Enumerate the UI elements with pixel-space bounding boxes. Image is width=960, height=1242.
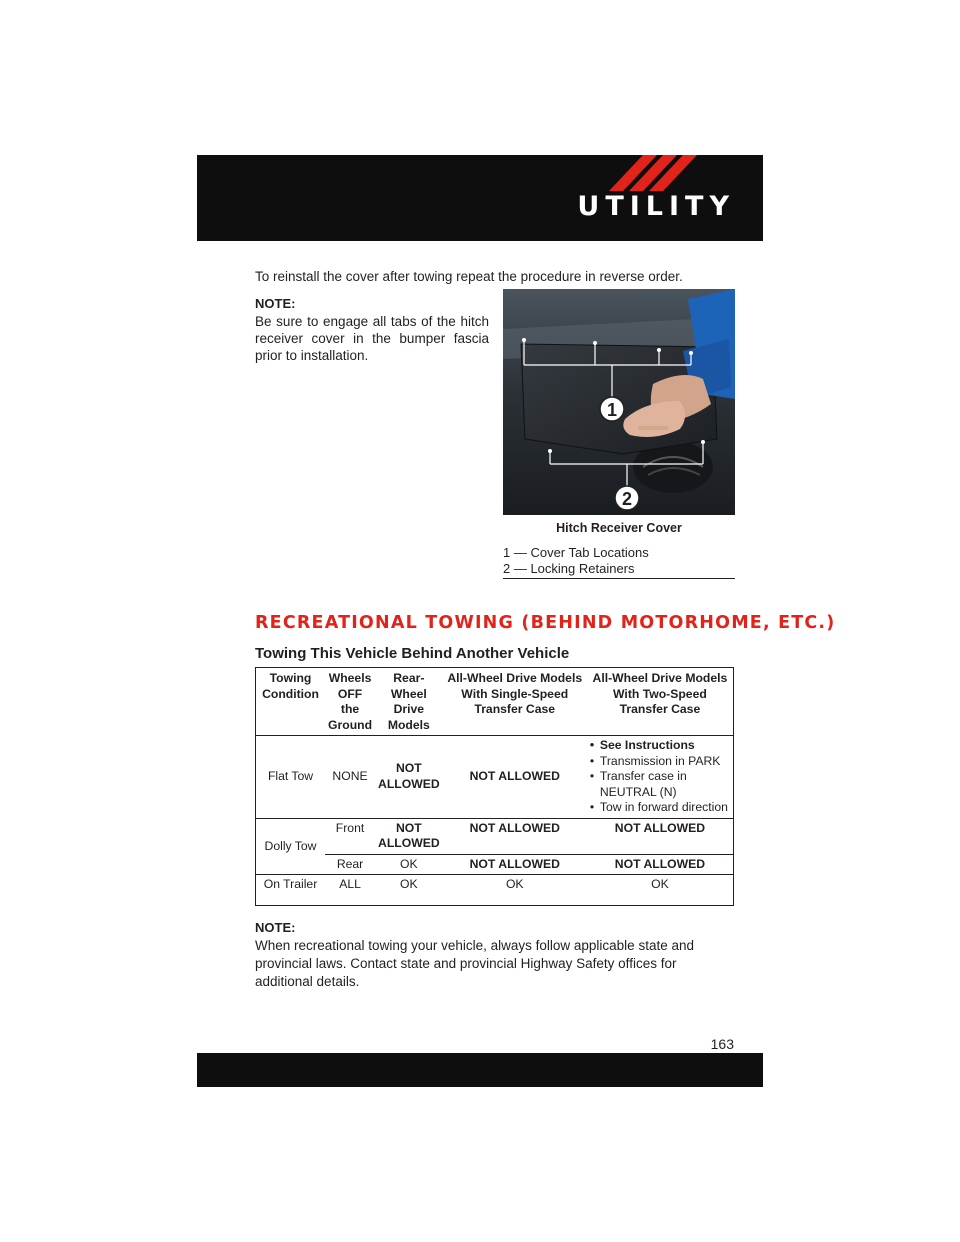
table-cell: OK	[443, 875, 587, 906]
table-cell: OK	[375, 854, 443, 875]
table-cell: Rear	[325, 854, 375, 875]
table-cell: OK	[587, 875, 734, 906]
table-cell: NOT ALLOWED	[587, 854, 734, 875]
table-cell: Dolly Tow	[256, 818, 326, 875]
hitch-receiver-cover-photo	[503, 289, 735, 515]
table-cell: Flat Tow	[256, 736, 326, 819]
instruction-item: • Transfer case in NEUTRAL (N)	[590, 769, 730, 800]
note-label: NOTE:	[255, 920, 296, 935]
header-cell: Towing Condition	[256, 668, 326, 736]
table-cell: Front	[325, 818, 375, 854]
header-cell: All-Wheel Drive Models With Two-Speed Transfer Case	[587, 668, 734, 736]
section-title-utility: UTILITY	[577, 191, 735, 222]
header-cell: All-Wheel Drive Models With Single-Speed Transfer Case	[443, 668, 587, 736]
header-cell: Wheels OFF the Ground	[325, 668, 375, 736]
section-header-bar	[197, 155, 763, 241]
table-cell: NOT ALLOWED	[375, 736, 443, 819]
instruction-item: • Transmission in PARK	[590, 754, 730, 770]
instruction-item: • Tow in forward direction	[590, 800, 730, 816]
table-cell: OK	[375, 875, 443, 906]
note-label: NOTE:	[255, 296, 296, 311]
footer-bar	[197, 1053, 763, 1087]
table-row	[256, 818, 734, 854]
table-row	[256, 736, 734, 819]
table-row	[256, 854, 734, 875]
table-cell: On Trailer	[256, 875, 326, 906]
table-cell: NOT ALLOWED	[587, 818, 734, 854]
instruction-title: • See Instructions	[590, 738, 730, 754]
note-text: Be sure to engage all tabs of the hitch receiver cover in the bumper fascia prior to installation.	[255, 314, 489, 363]
header-cell: Rear-Wheel Drive Models	[375, 668, 443, 736]
page-number: 163	[710, 1036, 734, 1052]
figure-caption: Hitch Receiver Cover	[556, 521, 682, 535]
table-cell: NONE	[325, 736, 375, 819]
section-heading: RECREATIONAL TOWING (BEHIND MOTORHOME, ETC.)	[255, 613, 836, 633]
legend-divider	[503, 578, 735, 579]
table-cell: NOT ALLOWED	[443, 736, 587, 819]
table-cell: NOT ALLOWED	[443, 854, 587, 875]
table-cell-instructions	[587, 736, 734, 819]
towing-table	[255, 667, 734, 906]
table-header-row	[256, 668, 734, 736]
callout-2: 2	[621, 489, 633, 509]
callout-1: 1	[606, 400, 618, 420]
table-cell: NOT ALLOWED	[375, 818, 443, 854]
subsection-heading: Towing This Vehicle Behind Another Vehicle	[255, 645, 570, 662]
intro-text: To reinstall the cover after towing repeat the procedure in reverse order.	[255, 269, 683, 284]
figure-legend	[503, 545, 735, 577]
table-row	[256, 875, 734, 906]
table-cell: NOT ALLOWED	[443, 818, 587, 854]
legend-item: 1 — Cover Tab Locations	[503, 545, 649, 560]
table-cell: ALL	[325, 875, 375, 906]
legend-item: 2 — Locking Retainers	[503, 561, 635, 576]
note-text: When recreational towing your vehicle, always follow applicable state and provincial laws. Contact state and provincial Highway Safety offices for additional details.	[255, 938, 694, 989]
